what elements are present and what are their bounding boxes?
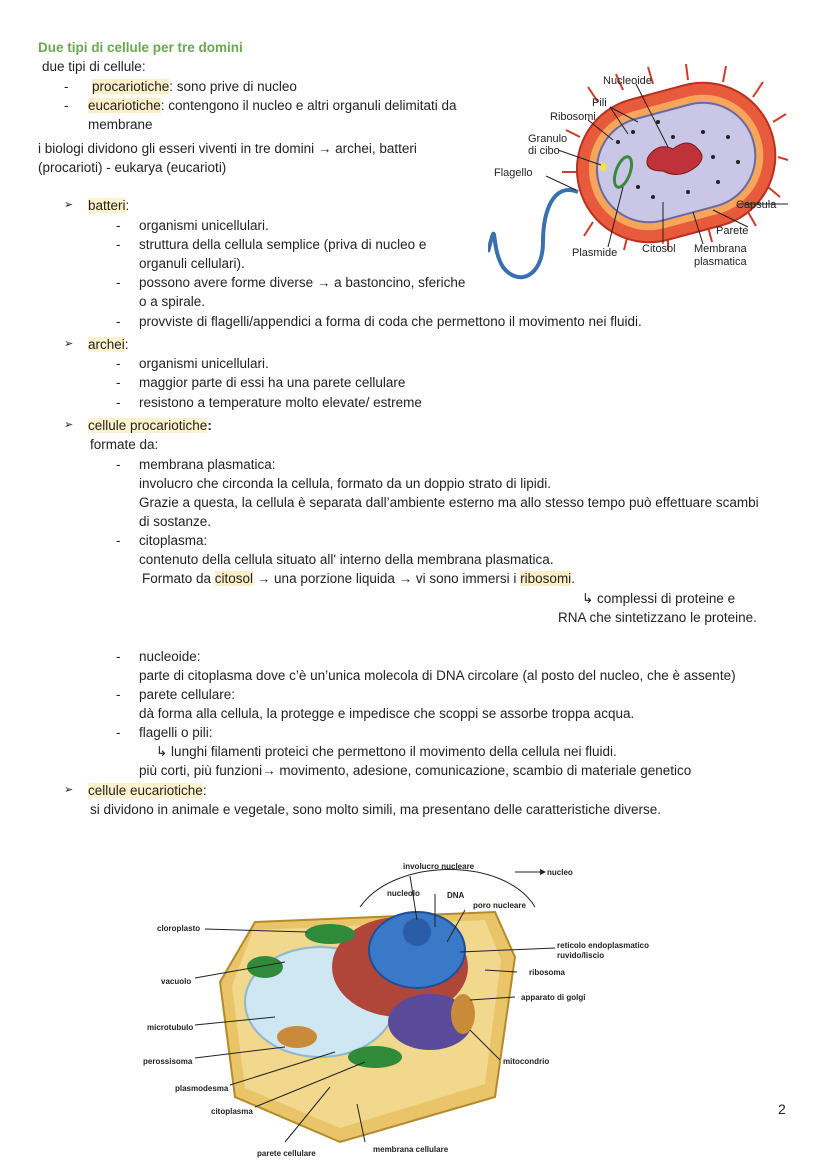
section-archei: archei: xyxy=(88,337,129,352)
intro-procariotiche xyxy=(92,77,297,96)
label-involucro-nucleare: involucro nucleare xyxy=(403,862,475,871)
label-reticolo-2: ruvido/liscio xyxy=(557,951,605,960)
label-flagello: Flagello xyxy=(494,167,533,179)
heading-eucariotiche: cellule eucariotiche xyxy=(88,783,203,798)
label-granulo-2: di cibo xyxy=(528,145,560,157)
label-poro-nucleare: poro nucleare xyxy=(473,901,526,910)
bullet-arrow: ➢ xyxy=(64,419,74,431)
label-membrana-2: plasmatica xyxy=(694,256,747,268)
label-cloroplasto: cloroplasto xyxy=(157,924,201,933)
intro-proc-rest: : sono prive di nucleo xyxy=(169,79,297,94)
bullet-arrow: ➢ xyxy=(64,784,74,796)
term-procariotiche: procariotiche xyxy=(92,79,170,94)
bullet-dash: - xyxy=(116,218,121,233)
label-ribosoma: ribosoma xyxy=(529,968,566,977)
intro-lead: due tipi di cellule: xyxy=(42,59,146,74)
bullet-dash: - xyxy=(116,237,121,252)
plant-cell-diagram xyxy=(135,852,675,1162)
label-plasmodesma: plasmodesma xyxy=(175,1084,229,1093)
bullet-dash: - xyxy=(116,395,121,410)
label-parete-cellulare: parete cellulare xyxy=(257,1149,316,1158)
label-parete: Parete xyxy=(716,225,749,237)
proc-cyto-1: contenuto della cellula situato all' interno della membrana plasmatica. xyxy=(139,552,554,567)
section-eucariotiche xyxy=(88,781,207,800)
section-procariotiche xyxy=(88,416,212,435)
proc-nuc-1: parte di citoplasma dove c’è un’unica molecola di DNA circolare (al posto del nucleo, che è assente) xyxy=(139,668,736,683)
intro-domains-line1: i biologi dividono gli esseri viventi in tre domini → archei, batteri xyxy=(38,141,417,156)
batteri-item-2b: organuli cellulari). xyxy=(139,256,245,271)
proc-ribo-note-2: RNA che sintetizzano le proteine. xyxy=(558,610,757,625)
batteri-item-3b: o a spirale. xyxy=(139,294,206,309)
intro-domains-line2: (procarioti) - eukarya (eucarioti) xyxy=(38,160,227,175)
label-pili: Pili xyxy=(592,97,607,109)
proc-par-1: dà forma alla cellula, la protegge e impedisce che scoppi se assorbe troppa acqua. xyxy=(139,706,635,721)
proc-fla-2: più corti, più funzioni→ movimento, adesione, comunicazione, scambio di materiale genetico xyxy=(139,763,692,778)
label-membrana-1: Membrana xyxy=(694,243,747,255)
heading-batteri: batteri xyxy=(88,198,126,213)
page-number: 2 xyxy=(778,1101,786,1117)
label-mitocondrio: mitocondrio xyxy=(503,1057,550,1066)
label-granulo-1: Granulo xyxy=(528,133,568,145)
archei-item-1: organismi unicellulari. xyxy=(139,356,269,371)
bacterium-diagram xyxy=(488,62,788,287)
heading-archei: archei xyxy=(88,337,125,352)
text-span: . xyxy=(571,571,575,586)
proc-cyto-head: citoplasma: xyxy=(139,533,208,548)
proc-mp-head: membrana plasmatica: xyxy=(139,457,276,472)
proc-mp-3: di sostanze. xyxy=(139,514,212,529)
term-citosol: citosol xyxy=(214,571,254,586)
section-batteri: batteri: xyxy=(88,198,130,213)
batteri-item-2a: struttura della cellula semplice (priva di nucleo e xyxy=(139,237,427,252)
proc-fla-head: flagelli o pili: xyxy=(139,725,213,740)
intro-eucariotiche xyxy=(88,96,456,115)
label-membrana-cellulare: membrana cellulare xyxy=(373,1145,449,1154)
proc-nuc-head: nucleoide: xyxy=(139,649,201,664)
batteri-item-3a: possono avere forme diverse → a bastoncino, sferiche xyxy=(139,275,466,290)
chloroplast-shape xyxy=(247,956,283,978)
flagellum-shape xyxy=(488,190,578,277)
bullet-dash: - xyxy=(116,375,121,390)
bullet-dash: - xyxy=(64,98,69,113)
bullet-dash: - xyxy=(116,725,121,740)
label-microtubulo: microtubulo xyxy=(147,1023,194,1032)
label-ribosomi: Ribosomi xyxy=(550,111,596,123)
arrow-head xyxy=(540,869,546,875)
chloroplast-shape xyxy=(305,924,355,944)
proc-mp-1: involucro che circonda la cellula, formato da un doppio strato di lipidi. xyxy=(139,476,551,491)
proc-mp-2: Grazie a questa, la cellula è separata dall’ambiente esterno ma allo stesso tempo può effettuare scambi xyxy=(139,495,759,510)
archei-item-3: resistono a temperature molto elevate/ estreme xyxy=(139,395,422,410)
proc-par-head: parete cellulare: xyxy=(139,687,236,702)
mitochondrion-shape xyxy=(277,1026,317,1048)
label-apparato-golgi: apparato di golgi xyxy=(521,993,586,1002)
bullet-dash: - xyxy=(116,275,121,290)
chloroplast-shape xyxy=(348,1046,402,1068)
label-reticolo-1: reticolo endoplasmatico xyxy=(557,941,650,950)
label-dna: DNA xyxy=(447,891,465,900)
bullet-dash: - xyxy=(116,314,121,329)
euc-item-1: si dividono in animale e vegetale, sono molto simili, ma presentano delle caratteristiche diverse. xyxy=(90,802,662,817)
text-span: → una porzione liquida → vi sono immersi i xyxy=(253,571,521,586)
label-citosol: Citosol xyxy=(642,243,676,255)
label-vacuolo: vacuolo xyxy=(161,977,192,986)
bullet-dash: - xyxy=(116,533,121,548)
bullet-dash: - xyxy=(116,687,121,702)
archei-item-2: maggior parte di essi ha una parete cellulare xyxy=(139,375,406,390)
intro-euc-rest: : contengono il nucleo e altri organuli delimitati da xyxy=(160,98,457,113)
page-title: Due tipi di cellule per tre domini xyxy=(38,40,243,55)
intro-euc-rest2: membrane xyxy=(88,117,153,132)
proc-ribo-note-1: ↳ complessi di proteine e xyxy=(582,591,736,606)
bullet-dash: - xyxy=(116,457,121,472)
proc-fla-1: ↳ lunghi filamenti proteici che permettono il movimento della cellula nei fluidi. xyxy=(156,744,617,759)
text-span: Formato da xyxy=(142,571,215,586)
term-eucariotiche: eucariotiche xyxy=(88,98,161,113)
heading-procariotiche: cellule procariotiche xyxy=(88,418,208,433)
bullet-arrow: ➢ xyxy=(64,199,74,211)
heading-colon: : xyxy=(207,418,212,433)
proc-formed: formate da: xyxy=(90,437,159,452)
nucleolus-shape xyxy=(403,918,431,946)
label-citoplasma: citoplasma xyxy=(211,1107,253,1116)
bullet-dash: - xyxy=(116,356,121,371)
label-nucleolo: nucleolo xyxy=(387,889,420,898)
batteri-item-1: organismi unicellulari. xyxy=(139,218,269,233)
proc-cyto-2 xyxy=(142,569,575,588)
term-ribosomi: ribosomi xyxy=(520,571,572,586)
heading-colon: : xyxy=(202,783,207,798)
label-plasmide: Plasmide xyxy=(572,247,618,259)
batteri-item-4: provviste di flagelli/appendici a forma di coda che permettono il movimento nei fluidi. xyxy=(139,314,642,329)
bullet-arrow: ➢ xyxy=(64,338,74,350)
bullet-dash: - xyxy=(116,649,121,664)
label-perossisoma: perossisoma xyxy=(143,1057,193,1066)
bullet-dash: - xyxy=(64,79,69,94)
label-nucleo: nucleo xyxy=(547,868,573,877)
label-nucleoide: Nucleoide xyxy=(603,75,652,87)
label-capsula: Capsula xyxy=(736,199,777,211)
